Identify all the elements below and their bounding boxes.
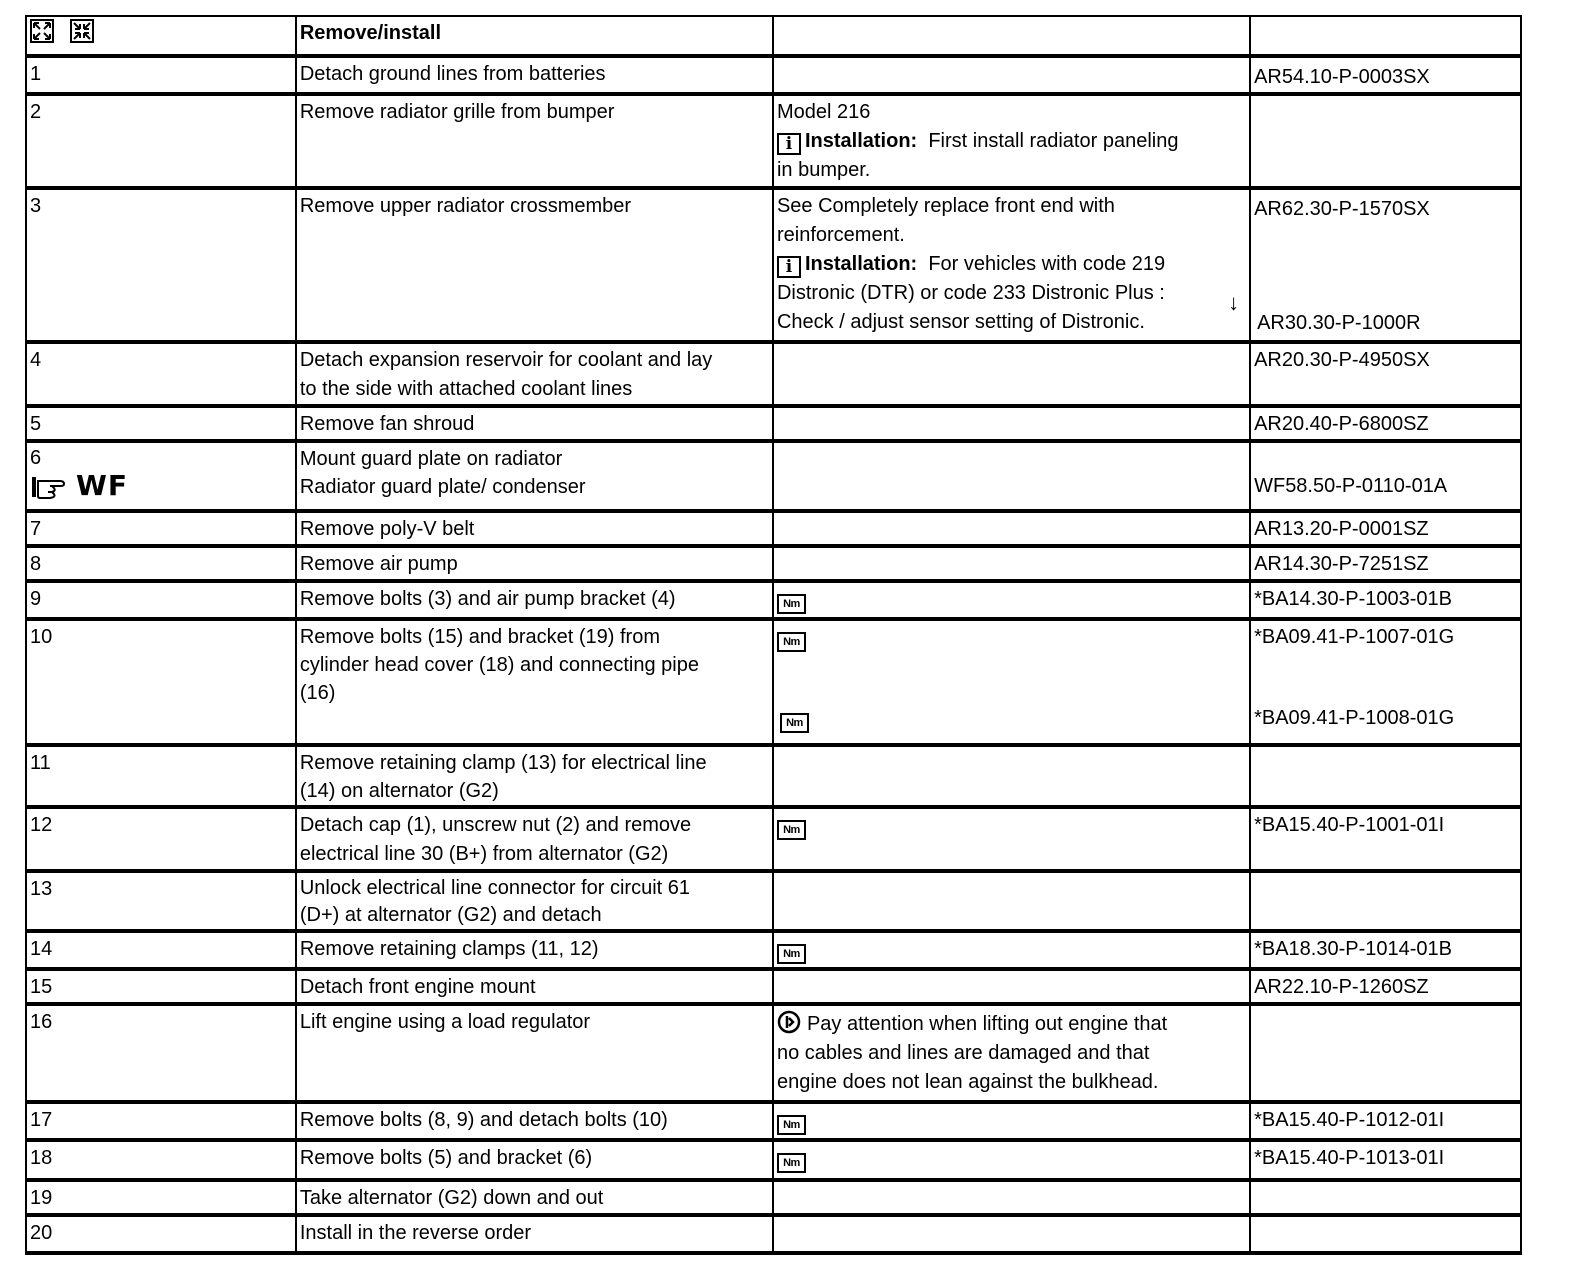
table-row	[26, 1215, 1521, 1253]
step-number: 5	[26, 406, 296, 441]
step-ref	[1250, 1215, 1521, 1253]
info-icon: i	[777, 256, 801, 278]
step-number: 4	[26, 342, 296, 406]
warning-text: no cables and lines are damaged and that	[776, 1042, 1150, 1064]
action-line: (14) on alternator (G2)	[299, 780, 499, 802]
table-row	[26, 807, 1521, 871]
reference-link[interactable]: AR20.30-P-4950SX	[1254, 349, 1430, 371]
collapse-icon[interactable]	[70, 19, 94, 43]
step-ref	[1250, 1140, 1521, 1180]
step-ref	[1250, 931, 1521, 969]
step-action: Install in the reverse order	[296, 1215, 773, 1253]
action-line: (D+) at alternator (G2) and detach	[299, 904, 602, 926]
arrow-down-icon[interactable]: ↓	[1228, 290, 1240, 315]
warning-text: Pay attention when lifting out engine that	[806, 1013, 1168, 1035]
step-note	[773, 581, 1250, 619]
step-note	[773, 188, 1250, 342]
step-note	[773, 745, 1250, 807]
note-line[interactable]: reinforcement.	[776, 224, 905, 246]
step-number: 19	[26, 1180, 296, 1215]
step-note	[773, 1140, 1250, 1180]
reference-link[interactable]: *BA15.40-P-1013-01I	[1254, 1147, 1445, 1169]
action-line: Unlock electrical line connector for circuit 61	[299, 877, 691, 899]
step-number: 18	[26, 1140, 296, 1180]
reference-link[interactable]: *BA09.41-P-1008-01G	[1254, 707, 1455, 729]
table-row	[26, 1180, 1521, 1215]
step-number: 20	[26, 1215, 296, 1253]
step-action	[296, 441, 773, 511]
step-number-text: 6	[30, 447, 42, 469]
step-number: 12	[26, 807, 296, 871]
step-note	[773, 406, 1250, 441]
step-ref[interactable]	[1250, 56, 1521, 94]
table-row	[26, 745, 1521, 807]
reference-link[interactable]: *BA18.30-P-1014-01B	[1254, 938, 1453, 960]
step-ref	[1250, 342, 1521, 406]
step-note	[773, 94, 1250, 188]
step-note	[773, 546, 1250, 581]
header-col4	[1250, 16, 1521, 56]
step-number: 14	[26, 931, 296, 969]
reference-link[interactable]: AR62.30-P-1570SX	[1254, 198, 1430, 220]
step-number: 16	[26, 1004, 296, 1102]
torque-icon[interactable]: Nm	[780, 713, 809, 733]
reference-link[interactable]: AR30.30-P-1000R	[1257, 312, 1421, 334]
reference-link[interactable]: *BA14.30-P-1003-01B	[1254, 588, 1453, 610]
install-label: Installation:	[804, 130, 918, 152]
install-label: Installation:	[804, 253, 918, 275]
action-line: (16)	[299, 682, 336, 704]
reference-link[interactable]: *BA09.41-P-1007-01G	[1254, 626, 1455, 648]
step-ref	[1250, 969, 1521, 1004]
step-note	[773, 1215, 1250, 1253]
action-line: Detach expansion reservoir for coolant and lay	[299, 349, 713, 371]
table-row	[26, 188, 1521, 342]
torque-icon[interactable]: Nm	[777, 1153, 806, 1173]
step-ref	[1250, 511, 1521, 546]
procedure-table	[25, 15, 1522, 1255]
table-row	[26, 1140, 1521, 1180]
reference-link[interactable]: AR54.10-P-0003SX	[1254, 66, 1430, 88]
action-line: to the side with attached coolant lines	[299, 378, 633, 400]
table-row	[26, 56, 1521, 94]
install-text-cont: in bumper.	[776, 159, 871, 181]
reference-link[interactable]: *BA15.40-P-1001-01I	[1254, 814, 1445, 836]
reference-link[interactable]: AR13.20-P-0001SZ	[1254, 518, 1429, 540]
header-col3	[773, 16, 1250, 56]
step-note	[773, 441, 1250, 511]
step-number: 9	[26, 581, 296, 619]
install-note	[777, 127, 1246, 156]
step-action	[296, 807, 773, 871]
torque-icon[interactable]: Nm	[777, 632, 806, 652]
torque-icon[interactable]: Nm	[777, 1115, 806, 1135]
step-ref	[1250, 1004, 1521, 1102]
install-note	[777, 250, 1246, 279]
step-note	[773, 969, 1250, 1004]
note-line: Check / adjust sensor setting of Distronic.	[776, 311, 1145, 333]
table-row	[26, 1004, 1521, 1102]
step-note	[773, 807, 1250, 871]
note-line: Distronic (DTR) or code 233 Distronic Plus :	[776, 282, 1165, 304]
info-icon: i	[777, 133, 801, 155]
reference-link[interactable]: AR14.30-P-7251SZ	[1254, 553, 1429, 575]
step-ref	[1250, 188, 1521, 342]
wf-badge-text: WF	[76, 469, 129, 502]
table-row	[26, 1102, 1521, 1140]
table-row	[26, 94, 1521, 188]
step-action: Remove bolts (8, 9) and detach bolts (10)	[296, 1102, 773, 1140]
step-action: Remove radiator grille from bumper	[296, 94, 773, 188]
step-action: Detach front engine mount	[296, 969, 773, 1004]
step-note	[773, 511, 1250, 546]
table-row	[26, 931, 1521, 969]
step-ref	[1250, 406, 1521, 441]
step-number: 8	[26, 546, 296, 581]
header-title: Remove/install	[296, 16, 773, 56]
action-line: Mount guard plate on radiator	[299, 448, 563, 470]
step-ref	[1250, 94, 1521, 188]
warning-note	[777, 1010, 1246, 1039]
step-note	[773, 56, 1250, 94]
note-line[interactable]: See Completely replace front end with	[776, 195, 1115, 217]
step-action: Detach ground lines from batteries	[296, 56, 773, 94]
install-text: First install radiator paneling	[928, 130, 1179, 152]
step-action: Take alternator (G2) down and out	[296, 1180, 773, 1215]
reference-link[interactable]: AR20.40-P-6800SZ	[1254, 413, 1429, 435]
step-action: Remove bolts (3) and air pump bracket (4)	[296, 581, 773, 619]
step-ref	[1250, 871, 1521, 931]
action-line: Detach cap (1), unscrew nut (2) and remove	[299, 814, 692, 836]
step-action: Remove poly-V belt	[296, 511, 773, 546]
note-model: Model 216	[776, 101, 871, 123]
step-number: 15	[26, 969, 296, 1004]
warning-text: engine does not lean against the bulkhead.	[776, 1071, 1159, 1093]
step-number: 3	[26, 188, 296, 342]
table-row	[26, 406, 1521, 441]
step-ref	[1250, 581, 1521, 619]
install-text: For vehicles with code 219	[928, 253, 1166, 275]
expand-icon[interactable]	[30, 19, 54, 43]
step-action: Remove bolts (5) and bracket (6)	[296, 1140, 773, 1180]
step-note	[773, 871, 1250, 931]
step-number: 1	[26, 56, 296, 94]
step-ref	[1250, 546, 1521, 581]
step-number: 13	[26, 871, 296, 931]
step-note	[773, 1102, 1250, 1140]
table-row	[26, 619, 1521, 745]
reference-link[interactable]: WF58.50-P-0110-01A	[1254, 475, 1448, 497]
step-ref	[1250, 807, 1521, 871]
action-line: Remove retaining clamp (13) for electrical line	[299, 752, 707, 774]
action-line: Radiator guard plate/ condenser	[299, 476, 586, 498]
torque-icon[interactable]: Nm	[777, 944, 806, 964]
step-ref	[1250, 619, 1521, 745]
step-ref	[1250, 1102, 1521, 1140]
step-action: Remove fan shroud	[296, 406, 773, 441]
table-row	[26, 441, 1521, 511]
torque-icon[interactable]: Nm	[777, 594, 806, 614]
action-line: cylinder head cover (18) and connecting pipe	[299, 654, 699, 676]
step-ref	[1250, 1180, 1521, 1215]
step-number: 2	[26, 94, 296, 188]
attention-icon	[777, 1010, 801, 1034]
step-number: 7	[26, 511, 296, 546]
table-row	[26, 511, 1521, 546]
torque-icon-2	[780, 704, 809, 733]
step-ref	[1250, 441, 1521, 511]
table-row	[26, 581, 1521, 619]
step-action: Remove upper radiator crossmember	[296, 188, 773, 342]
action-line: Remove bolts (15) and bracket (19) from	[299, 626, 660, 648]
step-action	[296, 619, 773, 745]
step-action	[296, 745, 773, 807]
wf-badge[interactable]	[30, 471, 292, 503]
step-ref	[1250, 745, 1521, 807]
step-note	[773, 619, 1250, 745]
step-action: Remove retaining clamps (11, 12)	[296, 931, 773, 969]
reference-link[interactable]: *BA15.40-P-1012-01I	[1254, 1109, 1445, 1131]
header-icons-cell	[26, 16, 296, 56]
step-action	[296, 342, 773, 406]
action-line: electrical line 30 (B+) from alternator (G2)	[299, 843, 669, 865]
step-note	[773, 1004, 1250, 1102]
pointing-hand-icon	[30, 471, 76, 501]
step-note	[773, 931, 1250, 969]
step-number: 11	[26, 745, 296, 807]
step-action: Remove air pump	[296, 546, 773, 581]
step-number: 17	[26, 1102, 296, 1140]
reference-link[interactable]: AR22.10-P-1260SZ	[1254, 976, 1429, 998]
table-row	[26, 871, 1521, 931]
table-row	[26, 546, 1521, 581]
step-number	[26, 441, 296, 511]
table-row	[26, 342, 1521, 406]
torque-icon[interactable]: Nm	[777, 820, 806, 840]
step-action: Lift engine using a load regulator	[296, 1004, 773, 1102]
step-number: 10	[26, 619, 296, 745]
header-row	[26, 16, 1521, 56]
table-row	[26, 969, 1521, 1004]
step-note	[773, 1180, 1250, 1215]
step-action	[296, 871, 773, 931]
step-note	[773, 342, 1250, 406]
